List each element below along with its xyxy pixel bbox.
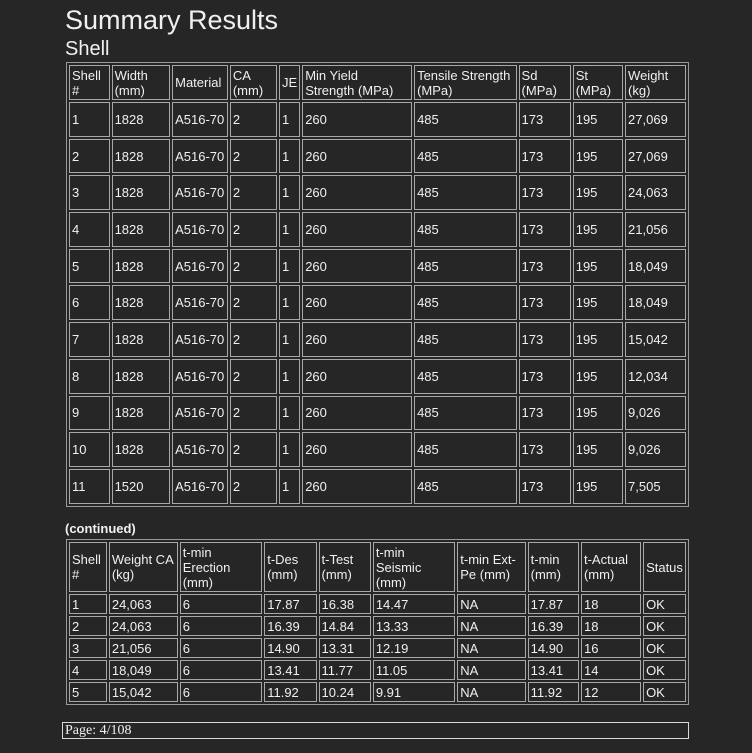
table-cell: 2 [230, 212, 277, 247]
table-cell: 260 [302, 322, 412, 357]
table-cell: A516-70 [172, 322, 228, 357]
table-cell: 18,049 [625, 249, 686, 284]
table-cell: 10.24 [319, 682, 371, 702]
table-cell: 195 [573, 249, 623, 284]
column-header: t-Des (mm) [264, 542, 316, 592]
table-cell: 195 [573, 139, 623, 174]
table-cell: 2 [230, 359, 277, 394]
column-header: t-Actual (mm) [581, 542, 641, 592]
column-header: t-Test (mm) [319, 542, 371, 592]
table-cell: 7,505 [625, 469, 686, 504]
table-cell: 260 [302, 175, 412, 210]
table-cell: 173 [519, 359, 571, 394]
column-header: t-min Ext-Pe (mm) [457, 542, 525, 592]
table-cell: 11.92 [264, 682, 316, 702]
table-cell: A516-70 [172, 249, 228, 284]
table-cell: 6 [69, 285, 110, 320]
table-cell: 6 [180, 616, 263, 636]
column-header: Min Yield Strength (MPa) [302, 65, 412, 100]
section-subtitle: Shell [65, 38, 110, 60]
table-cell: 18,049 [109, 660, 178, 680]
table-cell: 12,034 [625, 359, 686, 394]
table-cell: 11.05 [373, 660, 455, 680]
table-cell: 3 [69, 175, 110, 210]
table-cell: 173 [519, 285, 571, 320]
table-cell: A516-70 [172, 139, 228, 174]
table-cell: 6 [180, 638, 263, 658]
table-row [69, 322, 686, 357]
table-row [69, 285, 686, 320]
shell-thickness-table [66, 539, 689, 705]
table-cell: 1828 [112, 322, 171, 357]
table-cell: 15,042 [109, 682, 178, 702]
table-cell: 5 [69, 682, 107, 702]
table-cell: 1 [279, 139, 300, 174]
table-cell: 14.84 [319, 616, 371, 636]
table-cell: 485 [414, 139, 516, 174]
table-cell: OK [643, 682, 686, 702]
table-row [69, 102, 686, 137]
table-cell: 9.91 [373, 682, 455, 702]
table-cell: 2 [230, 175, 277, 210]
table-cell: 1 [279, 432, 300, 467]
table-cell: 485 [414, 249, 516, 284]
table-cell: 16.39 [264, 616, 316, 636]
table-cell: 173 [519, 432, 571, 467]
table-cell: 2 [69, 616, 107, 636]
table-cell: 1828 [112, 212, 171, 247]
table-cell: 1 [69, 594, 107, 614]
table-cell: 485 [414, 396, 516, 431]
table-cell: 21,056 [109, 638, 178, 658]
column-header: Material [172, 65, 228, 100]
table-cell: 13.31 [319, 638, 371, 658]
continued-label: (continued) [65, 521, 136, 536]
table-cell: 1828 [112, 396, 171, 431]
table-cell: NA [457, 616, 525, 636]
table-cell: 13.33 [373, 616, 455, 636]
table-cell: 2 [230, 249, 277, 284]
table-cell: 260 [302, 249, 412, 284]
table-row [69, 175, 686, 210]
table-cell: 485 [414, 359, 516, 394]
table-cell: 173 [519, 396, 571, 431]
table-cell: 2 [230, 322, 277, 357]
table-cell: 14 [581, 660, 641, 680]
table-cell: 1 [279, 249, 300, 284]
table-cell: 260 [302, 102, 412, 137]
table-cell: 173 [519, 469, 571, 504]
table-cell: 173 [519, 102, 571, 137]
table-cell: 2 [230, 102, 277, 137]
table-cell: 260 [302, 432, 412, 467]
table-cell: 195 [573, 285, 623, 320]
table-cell: 1828 [112, 139, 171, 174]
table-cell: 1828 [112, 102, 171, 137]
table-cell: 27,069 [625, 102, 686, 137]
table-cell: 17.87 [528, 594, 579, 614]
column-header: St (MPa) [573, 65, 623, 100]
table-cell: 15,042 [625, 322, 686, 357]
column-header: t-min (mm) [528, 542, 579, 592]
table-row [69, 660, 686, 680]
table-row [69, 139, 686, 174]
table-cell: NA [457, 682, 525, 702]
table-cell: 24,063 [625, 175, 686, 210]
table-cell: 1828 [112, 359, 171, 394]
table-cell: NA [457, 638, 525, 658]
table-cell: 9,026 [625, 396, 686, 431]
table-row [69, 594, 686, 614]
table-cell: 6 [180, 682, 263, 702]
table-cell: 1 [279, 102, 300, 137]
table-row [69, 249, 686, 284]
table-cell: 195 [573, 469, 623, 504]
table-cell: 485 [414, 175, 516, 210]
table-row [69, 638, 686, 658]
table-cell: 260 [302, 139, 412, 174]
table-cell: 173 [519, 249, 571, 284]
table-cell: 2 [230, 285, 277, 320]
table-cell: 260 [302, 396, 412, 431]
column-header: JE [279, 65, 300, 100]
table-cell: 11 [69, 469, 110, 504]
table-cell: 7 [69, 322, 110, 357]
table-cell: 14.90 [528, 638, 579, 658]
table-cell: OK [643, 638, 686, 658]
table-cell: 195 [573, 359, 623, 394]
table-cell: A516-70 [172, 396, 228, 431]
table-cell: 1 [279, 285, 300, 320]
table-cell: A516-70 [172, 175, 228, 210]
table-cell: 195 [573, 322, 623, 357]
column-header: Status [643, 542, 686, 592]
table-cell: A516-70 [172, 285, 228, 320]
table-cell: 195 [573, 102, 623, 137]
table-cell: 173 [519, 175, 571, 210]
table-cell: 1828 [112, 285, 171, 320]
table-cell: A516-70 [172, 212, 228, 247]
table-cell: NA [457, 594, 525, 614]
table-cell: 260 [302, 212, 412, 247]
table-cell: 1 [279, 322, 300, 357]
table-cell: 1 [69, 102, 110, 137]
table-cell: 195 [573, 212, 623, 247]
header-row [69, 65, 686, 100]
table-cell: 195 [573, 432, 623, 467]
column-header: Shell # [69, 65, 110, 100]
column-header: Weight (kg) [625, 65, 686, 100]
table-cell: 1 [279, 359, 300, 394]
table-cell: 2 [69, 139, 110, 174]
page-indicator: Page: 4/108 [62, 722, 689, 739]
table-cell: 1828 [112, 249, 171, 284]
table-cell: 1 [279, 175, 300, 210]
column-header: Weight CA (kg) [109, 542, 178, 592]
table-cell: 16.38 [319, 594, 371, 614]
table-cell: OK [643, 594, 686, 614]
table-cell: 13.41 [264, 660, 316, 680]
table-cell: 1828 [112, 175, 171, 210]
table-cell: 17.87 [264, 594, 316, 614]
table-cell: 21,056 [625, 212, 686, 247]
column-header: Tensile Strength (MPa) [414, 65, 516, 100]
table-cell: 1 [279, 469, 300, 504]
table-cell: 9,026 [625, 432, 686, 467]
table-cell: 260 [302, 359, 412, 394]
table-cell: 16.39 [528, 616, 579, 636]
table-cell: 195 [573, 396, 623, 431]
table-cell: 13.41 [528, 660, 579, 680]
table-cell: 12 [581, 682, 641, 702]
table-cell: 2 [230, 139, 277, 174]
table-cell: 485 [414, 212, 516, 247]
table-cell: 3 [69, 638, 107, 658]
table-cell: 18 [581, 594, 641, 614]
table-row [69, 432, 686, 467]
table-cell: A516-70 [172, 469, 228, 504]
column-header: Shell # [69, 542, 107, 592]
table-row [69, 616, 686, 636]
shell-summary-table [66, 62, 689, 507]
column-header: CA (mm) [230, 65, 277, 100]
table-row [69, 396, 686, 431]
table-cell: 4 [69, 212, 110, 247]
table-cell: 195 [573, 175, 623, 210]
column-header: t-min Erection (mm) [180, 542, 263, 592]
table-cell: 18 [581, 616, 641, 636]
table-row [69, 359, 686, 394]
table-cell: 1520 [112, 469, 171, 504]
table-cell: 1 [279, 396, 300, 431]
column-header: t-min Seismic (mm) [373, 542, 455, 592]
table-cell: 485 [414, 102, 516, 137]
table-cell: 485 [414, 432, 516, 467]
table-cell: 6 [180, 594, 263, 614]
table-cell: 12.19 [373, 638, 455, 658]
table-cell: 8 [69, 359, 110, 394]
table-cell: 485 [414, 469, 516, 504]
table-cell: OK [643, 660, 686, 680]
table-cell: 1828 [112, 432, 171, 467]
table-cell: 260 [302, 469, 412, 504]
table-cell: A516-70 [172, 359, 228, 394]
table-cell: 2 [230, 432, 277, 467]
table-row [69, 469, 686, 504]
table-cell: 2 [230, 469, 277, 504]
table-cell: 4 [69, 660, 107, 680]
table-row [69, 212, 686, 247]
column-header: Width (mm) [112, 65, 171, 100]
table-cell: 5 [69, 249, 110, 284]
table-cell: 485 [414, 322, 516, 357]
header-row [69, 542, 686, 592]
table-cell: 16 [581, 638, 641, 658]
table-cell: A516-70 [172, 102, 228, 137]
table-cell: 11.77 [319, 660, 371, 680]
table-cell: 173 [519, 322, 571, 357]
table-cell: 24,063 [109, 594, 178, 614]
column-header: Sd (MPa) [519, 65, 571, 100]
page-title: Summary Results [65, 5, 279, 35]
table-cell: 1 [279, 212, 300, 247]
table-cell: 485 [414, 285, 516, 320]
table-cell: 10 [69, 432, 110, 467]
table-cell: 18,049 [625, 285, 686, 320]
table-cell: 14.90 [264, 638, 316, 658]
table-cell: 9 [69, 396, 110, 431]
table-cell: 6 [180, 660, 263, 680]
table-cell: 2 [230, 396, 277, 431]
table-row [69, 682, 686, 702]
table-cell: OK [643, 616, 686, 636]
table-cell: 27,069 [625, 139, 686, 174]
table-cell: 173 [519, 212, 571, 247]
table-cell: 173 [519, 139, 571, 174]
table-cell: NA [457, 660, 525, 680]
table-cell: 24,063 [109, 616, 178, 636]
table-cell: 14.47 [373, 594, 455, 614]
table-cell: 260 [302, 285, 412, 320]
table-cell: 11.92 [528, 682, 579, 702]
table-cell: A516-70 [172, 432, 228, 467]
